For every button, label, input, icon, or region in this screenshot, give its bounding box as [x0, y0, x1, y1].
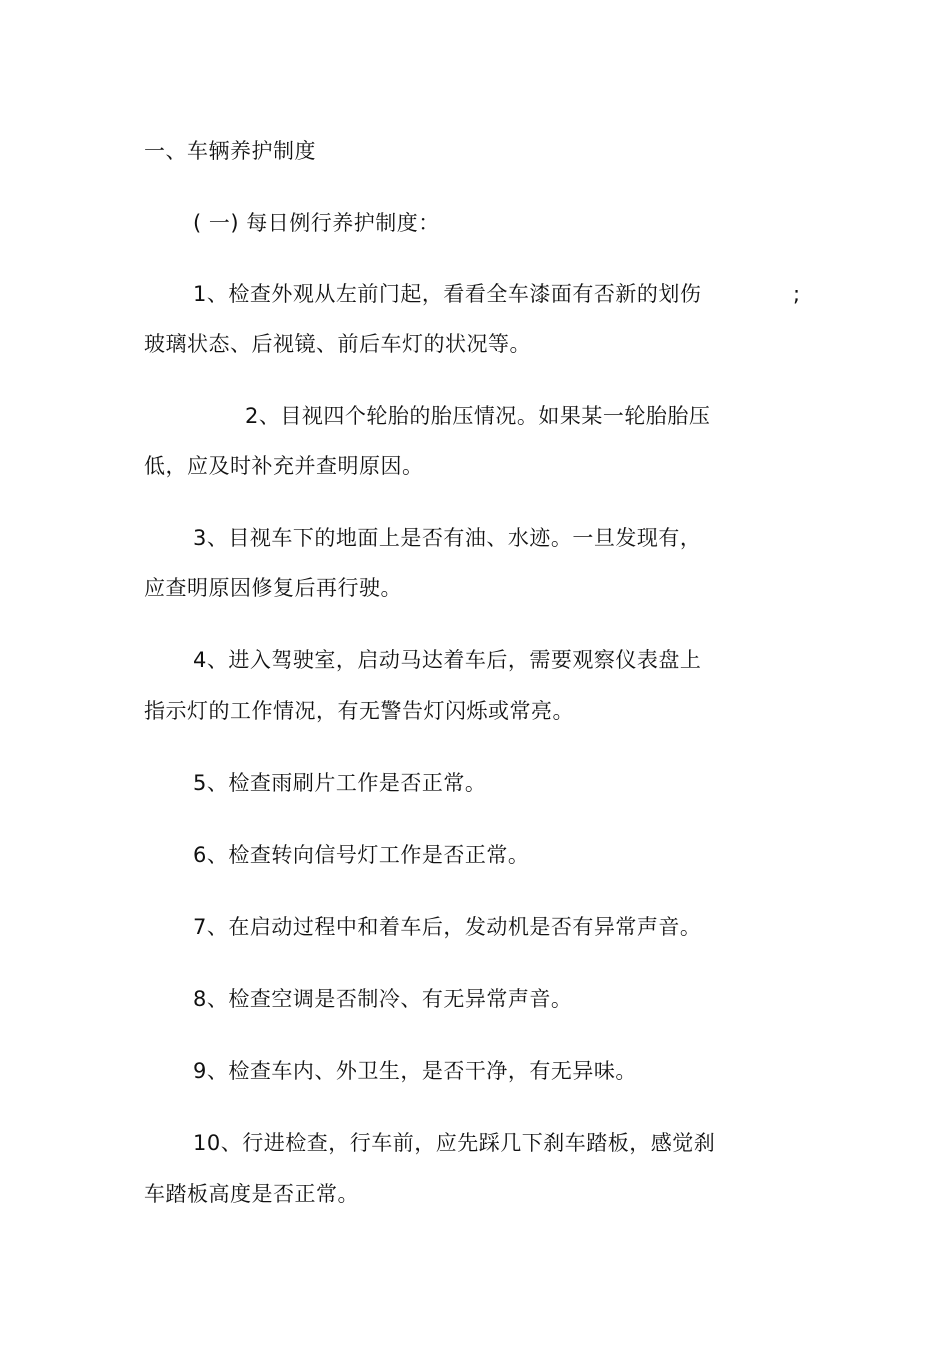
item-1-trailing-semicolon: ; — [793, 282, 801, 306]
item-5-line-1: 5、检查雨刷片工作是否正常。 — [193, 771, 487, 795]
item-1-line-1: 1、检查外观从左前门起，看看全车漆面有否新的划伤 — [193, 282, 702, 306]
item-8-line-1: 8、检查空调是否制冷、有无异常声音。 — [193, 987, 573, 1011]
item-10-line-2: 车踏板高度是否正常。 — [144, 1182, 359, 1206]
item-6-line-1: 6、检查转向信号灯工作是否正常。 — [193, 843, 530, 867]
item-4-line-2: 指示灯的工作情况，有无警告灯闪烁或常亮。 — [144, 699, 574, 723]
item-3-line-2: 应查明原因修复后再行驶。 — [144, 576, 402, 600]
item-4-line-1: 4、进入驾驶室，启动马达着车后，需要观察仪表盘上 — [193, 648, 702, 672]
item-1-line-2: 玻璃状态、后视镜、前后车灯的状况等。 — [144, 332, 531, 356]
subsection-heading: ( 一) 每日例行养护制度： — [193, 211, 440, 235]
item-2-line-1: 2、目视四个轮胎的胎压情况。如果某一轮胎胎压 — [245, 404, 711, 428]
item-2-line-2: 低，应及时补充并查明原因。 — [144, 454, 424, 478]
item-3-line-1: 3、目视车下的地面上是否有油、水迹。一旦发现有， — [193, 526, 702, 550]
item-9-line-1: 9、检查车内、外卫生，是否干净，有无异味。 — [193, 1059, 637, 1083]
item-10-line-1: 10、行进检查，行车前，应先踩几下刹车踏板，感觉刹 — [193, 1131, 716, 1155]
section-heading: 一、车辆养护制度 — [144, 139, 316, 163]
item-7-line-1: 7、在启动过程中和着车后，发动机是否有异常声音。 — [193, 915, 702, 939]
